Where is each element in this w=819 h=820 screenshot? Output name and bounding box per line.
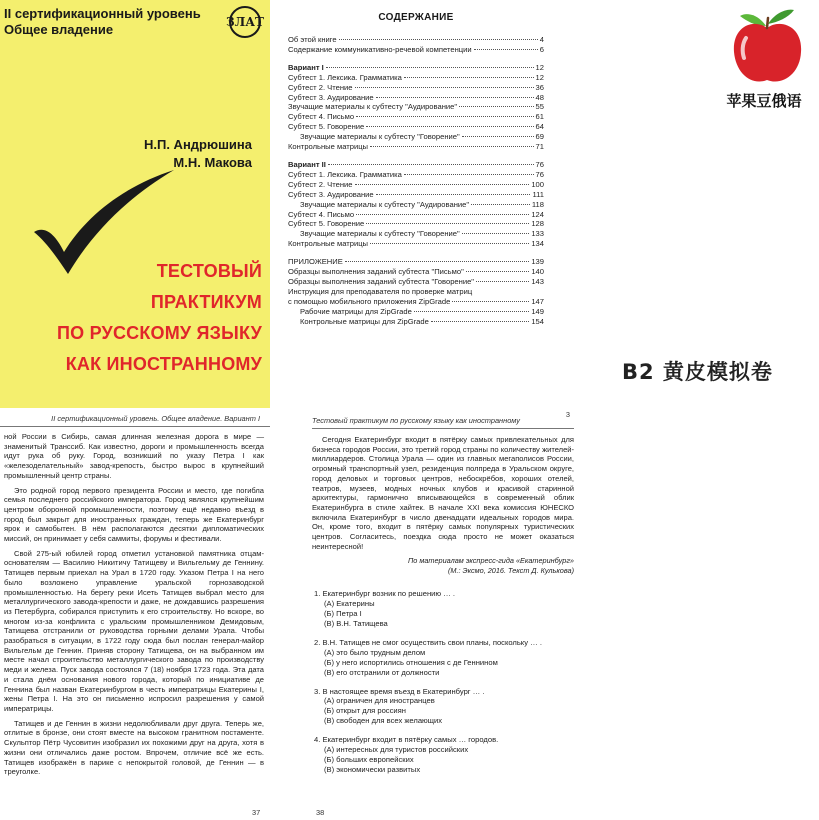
header-rule	[0, 426, 270, 427]
leader-dots	[356, 214, 529, 215]
contents-row-page: 69	[535, 132, 544, 142]
leader-dots	[452, 301, 529, 302]
contents-row-page: 61	[535, 112, 544, 122]
paragraph: Это родной город первого президента России и место, где погибла семья последнего российского императора. Город являлся крупнейшим центром оборонной промышленности, поэтому ещё недавно въезд в город был закрыт для иностранных граждан, теперь же Екатеринбург ярок и самобытен. В нём располагаются десятки дипломатических миссий, он принимает у себя саммиты, форумы и фестивали.	[4, 485, 264, 544]
leader-dots	[462, 136, 534, 137]
contents-row-page: 149	[531, 306, 544, 316]
cover-title-line: ТЕСТОВЫЙ	[156, 261, 262, 281]
contents-row	[288, 267, 544, 277]
question	[312, 589, 574, 629]
question-stem: 3. В настоящее время въезд в Екатеринбург … .	[314, 686, 485, 696]
leader-dots	[345, 261, 530, 262]
contents-row-label: Вариант II	[288, 159, 326, 169]
contents-row-page: 12	[535, 72, 544, 82]
contents-row	[288, 122, 544, 132]
leader-dots	[339, 39, 538, 40]
answer-option: (В) его отстранили от должности	[324, 667, 440, 677]
leader-dots	[404, 77, 534, 78]
contents-row-label: Об этой книге	[288, 35, 337, 44]
question	[312, 638, 574, 678]
contents-row-page: 64	[535, 122, 544, 132]
book-cover	[0, 0, 270, 408]
contents-row-page: 139	[531, 257, 544, 267]
contents-row	[288, 239, 544, 249]
contents-row-label: Рабочие матрицы для ZipGrade	[300, 306, 412, 316]
contents-row-label: ПРИЛОЖЕНИЕ	[288, 257, 343, 267]
contents-row-page: 111	[532, 189, 544, 199]
contents-row-label: Вариант I	[288, 62, 324, 72]
contents-row-label: Субтест 2. Чтение	[288, 179, 353, 189]
contents-row-label: Субтест 5. Говорение	[288, 219, 365, 229]
running-head-right: Тестовый практикум по русскому языку как иностранному	[312, 416, 520, 425]
header-rule	[312, 428, 574, 429]
contents-row-page: 76	[535, 159, 544, 169]
leader-dots	[376, 194, 531, 195]
contents-row	[288, 200, 544, 210]
paragraph: Татищев и де Геннин в жизни недолюбливали друг друга. Теперь же, отлитые в бронзе, они стоят вместе на высоком гранитном постаменте. Скульптор Пётр Чусовитин изобразил их похожими друг на друга, хотя в жизни они отличались даже ростом. Впрочем, отличие всё же есть. Татищев изображён в парике с непокрытой головой, де Геннин — в треуголке.	[4, 718, 264, 777]
page-number-top: 3	[565, 410, 570, 419]
contents-row-label: Образцы выполнения заданий субтеста "Говорение"	[288, 276, 474, 286]
leader-dots	[462, 233, 530, 234]
cover-series-line1: II сертификационный уровень	[4, 6, 201, 21]
contents-row-page: 133	[531, 229, 544, 239]
brand-name: 苹果豆俄语	[726, 92, 802, 110]
contents-row-label: Инструкция для преподавателя по проверке матриц	[288, 286, 473, 296]
contents-row-label: Содержание коммуникативно-речевой компетенции	[288, 44, 472, 54]
cover-title	[0, 256, 262, 380]
cover-author-1: Н.П. Андрюшина	[143, 137, 252, 152]
contents-heading: СОДЕРЖАНИЕ	[378, 12, 454, 23]
cover-series	[4, 6, 224, 38]
answer-option: (Б) у него испортились отношения с де Геннином	[324, 657, 498, 667]
cover-title-line: КАК ИНОСТРАННОМУ	[65, 354, 262, 374]
contents-page	[288, 6, 544, 351]
b2-label: B2 黄皮模拟卷	[622, 360, 773, 384]
contents-row	[288, 73, 544, 83]
contents-row-label: Субтест 5. Говорение	[288, 122, 365, 132]
source-citation	[312, 556, 574, 575]
contents-row-label: Контрольные матрицы	[288, 142, 368, 152]
contents-row-label: Звучащие материалы к субтесту "Аудирование"	[300, 199, 470, 209]
answer-option: (А) Екатерины	[324, 599, 375, 609]
contents-row-label: Субтест 3. Аудирование	[288, 92, 374, 102]
contents-row-page: 6	[539, 44, 544, 54]
leader-dots	[459, 106, 534, 107]
contents-row	[288, 307, 544, 317]
contents-row-label: Контрольные матрицы для ZipGrade	[300, 316, 429, 326]
contents-row-page: 4	[539, 35, 544, 44]
contents-row-label: Субтест 1. Лексика. Грамматика	[288, 72, 402, 82]
contents-row-label: Звучащие материалы к субтесту "Аудирование"	[288, 102, 458, 112]
cover-title-line: ПО РУССКОМУ ЯЗЫКУ	[57, 323, 262, 343]
paragraph: Сегодня Екатеринбург входит в пятёрку самых привлекательных для бизнеса городов России, это третий город страны по количеству жителей-миллиардеров. Столица Урала — один из главных мегаполисов России, огромный транспортный узел, резиденция полпреда в Уральском округе, город деловых и торговых центров, небоскрёбов, хороших отелей, театров, музеев, модных ночных клубов и красивой старинной архитектуры, гармонично вписывающейся в современный облик Екатеринбурга в стиле хайтек. В начале XXI века комиссия ЮНЕСКО включила Екатеринбург в число двенадцати идеальных городов мира. Он, кроме того, входит в пятёрку самых популярных туристических центров. Согласитесь, поездка сюда просто не может оказаться неинтересной!	[312, 435, 574, 551]
contents-row-label: Субтест 1. Лексика. Грамматика	[288, 169, 402, 179]
contents-row	[288, 63, 544, 73]
leader-dots	[376, 97, 534, 98]
question	[312, 687, 574, 727]
answer-option: (Б) открыт для россиян	[324, 706, 406, 716]
contents-row	[288, 112, 544, 122]
contents-row-page: 134	[531, 239, 544, 249]
leader-dots	[476, 281, 529, 282]
contents-row	[288, 190, 544, 200]
answer-option: (В) свободен для всех желающих	[324, 716, 443, 726]
page-38	[312, 410, 574, 820]
contents-row	[288, 210, 544, 220]
cover-authors	[144, 136, 252, 172]
contents-row-page: 154	[531, 316, 544, 326]
contents-row	[288, 35, 544, 45]
contents-row-label: Субтест 4. Письмо	[288, 112, 355, 122]
question	[312, 735, 574, 775]
question-list	[312, 589, 574, 775]
contents-row-page: 143	[531, 276, 544, 286]
answer-option: (А) ограничен для иностранцев	[324, 696, 435, 706]
leader-dots	[370, 146, 534, 147]
contents-row	[288, 180, 544, 190]
question-stem: 1. Екатеринбург возник по решению … .	[314, 589, 456, 599]
contents-row	[288, 219, 544, 229]
contents-row	[288, 142, 544, 152]
leader-dots	[404, 174, 534, 175]
page-37	[0, 410, 282, 820]
page-number: 37	[252, 808, 261, 817]
leader-dots	[328, 164, 534, 165]
leader-dots	[466, 271, 530, 272]
contents-row-page: 128	[531, 219, 544, 229]
leader-dots	[366, 126, 533, 127]
contents-row-page: 48	[535, 92, 544, 102]
contents-row-page: 76	[535, 169, 544, 179]
answer-option: (В) В.Н. Татищева	[324, 618, 388, 628]
contents-row	[288, 229, 544, 239]
source-line-1: По материалам экспресс-гида «Екатеринбург»	[407, 556, 574, 566]
leader-dots	[370, 243, 529, 244]
contents-row-page: 100	[531, 179, 544, 189]
contents-row	[288, 45, 544, 55]
contents-row	[288, 297, 544, 307]
contents-row-page: 12	[535, 62, 544, 72]
contents-row-page: 147	[531, 296, 544, 306]
contents-row-label: Субтест 3. Аудирование	[288, 189, 374, 199]
leader-dots	[474, 49, 538, 50]
contents-row	[288, 160, 544, 170]
contents-row	[288, 170, 544, 180]
cover-series-line2: Общее владение	[4, 22, 114, 37]
answer-option: (А) интересных для туристов российских	[324, 745, 469, 755]
contents-row-label: Образцы выполнения заданий субтеста "Письмо"	[288, 267, 464, 277]
page-left-body	[0, 432, 282, 777]
contents-row-label: Звучащие материалы к субтесту "Говорение"	[300, 132, 460, 142]
contents-row-page: 71	[535, 142, 544, 152]
contents-row-label: Контрольные матрицы	[288, 239, 368, 249]
answer-option: (А) это было трудным делом	[324, 647, 426, 657]
running-head-left: II сертификационный уровень. Общее владение. Вариант I	[51, 414, 260, 423]
leader-dots	[326, 67, 534, 68]
contents-row-page: 140	[531, 267, 544, 277]
paragraph: Свой 275-ый юбилей город отметил установкой памятника отцам-основателям — Василию Никитичу Татищеву и Вильгельму де Геннину. Татищев первым приехал на Урал в 1720 году. Указом Петра I на него было возложено управление уральской горнозаводской промышленностью. На берегу реки Исеть Татищев выбрал место для металлургического завода-крепости и даже, не дождавшись разрешения из Петербурга, собирался приступить к его строительству. Но вскоре, во многом из-за конфликта с уральским промышленником Демидовым, Татищева отстранили от руководства горными делами Урала. Чтобы разобраться в ситуации, в 1722 году сюда был послан генерал-майор Вильгельм де Геннин. Приняв сторону Татищева, он на выбранном им месте начал строительство металлургического завода по производству меди и железа. Пуск завода состоялся 7 (18) ноября 1723 года. Эта дата и стала днём основания нового города, который по инициативе де Геннина был назван Екатеринбургом в честь императрицы Екатерины I, жены Петра I. На это он письменно испросил разрешения у самой императрицы.	[4, 548, 264, 713]
leader-dots	[355, 184, 530, 185]
leader-dots	[431, 321, 529, 322]
contents-row	[288, 257, 544, 267]
question-stem: 4. Екатеринбург входит в пятёрку самых … городов.	[314, 735, 499, 745]
contents-row	[288, 132, 544, 142]
contents-row-label: Звучащие материалы к субтесту "Говорение"	[300, 229, 460, 239]
contents-row-label: Субтест 4. Письмо	[288, 209, 355, 219]
contents-row	[288, 317, 544, 327]
cover-title-line: ПРАКТИКУМ	[150, 292, 262, 312]
leader-dots	[471, 204, 530, 205]
contents-row	[288, 83, 544, 93]
leader-dots	[355, 87, 534, 88]
answer-option: (Б) Петра I	[324, 609, 362, 619]
contents-row-label: с помощью мобильного приложения ZipGrade	[288, 296, 451, 306]
answer-option: (Б) больших европейских	[324, 754, 414, 764]
cover-author-2: М.Н. Макова	[173, 155, 252, 170]
contents-row-page: 118	[531, 199, 544, 209]
contents-row-label: Субтест 2. Чтение	[288, 82, 353, 92]
contents-list	[288, 35, 544, 326]
question-stem: 2. В.Н. Татищев не смог осуществить свои планы, поскольку … .	[314, 637, 542, 647]
contents-row-page: 124	[531, 209, 544, 219]
leader-dots	[414, 311, 529, 312]
answer-option: (В) экономически развитых	[324, 764, 421, 774]
apple-logo-icon	[728, 4, 806, 88]
contents-row	[288, 102, 544, 112]
leader-dots	[356, 116, 533, 117]
publisher-logo: ЗЛАТ	[229, 6, 261, 38]
contents-row	[288, 93, 544, 103]
source-line-2: (М.: Эксмо, 2016. Текст Д. Кулькова)	[447, 565, 574, 575]
paragraph: ной России в Сибирь, самая длинная железная дорога в мире — знаменитый Транссиб. Как известно, дороги и промышленность всегда идут рука об руку. Город, возникший по указу Петра I как «железоделательный» завод-крепость, быстро вырос в крупнейший промышленный центр страны.	[4, 432, 264, 480]
contents-row-page: 36	[535, 82, 544, 92]
contents-row-page: 55	[535, 102, 544, 112]
page-number: 38	[316, 808, 325, 817]
contents-row	[288, 287, 544, 297]
contents-row	[288, 277, 544, 287]
leader-dots	[366, 223, 529, 224]
